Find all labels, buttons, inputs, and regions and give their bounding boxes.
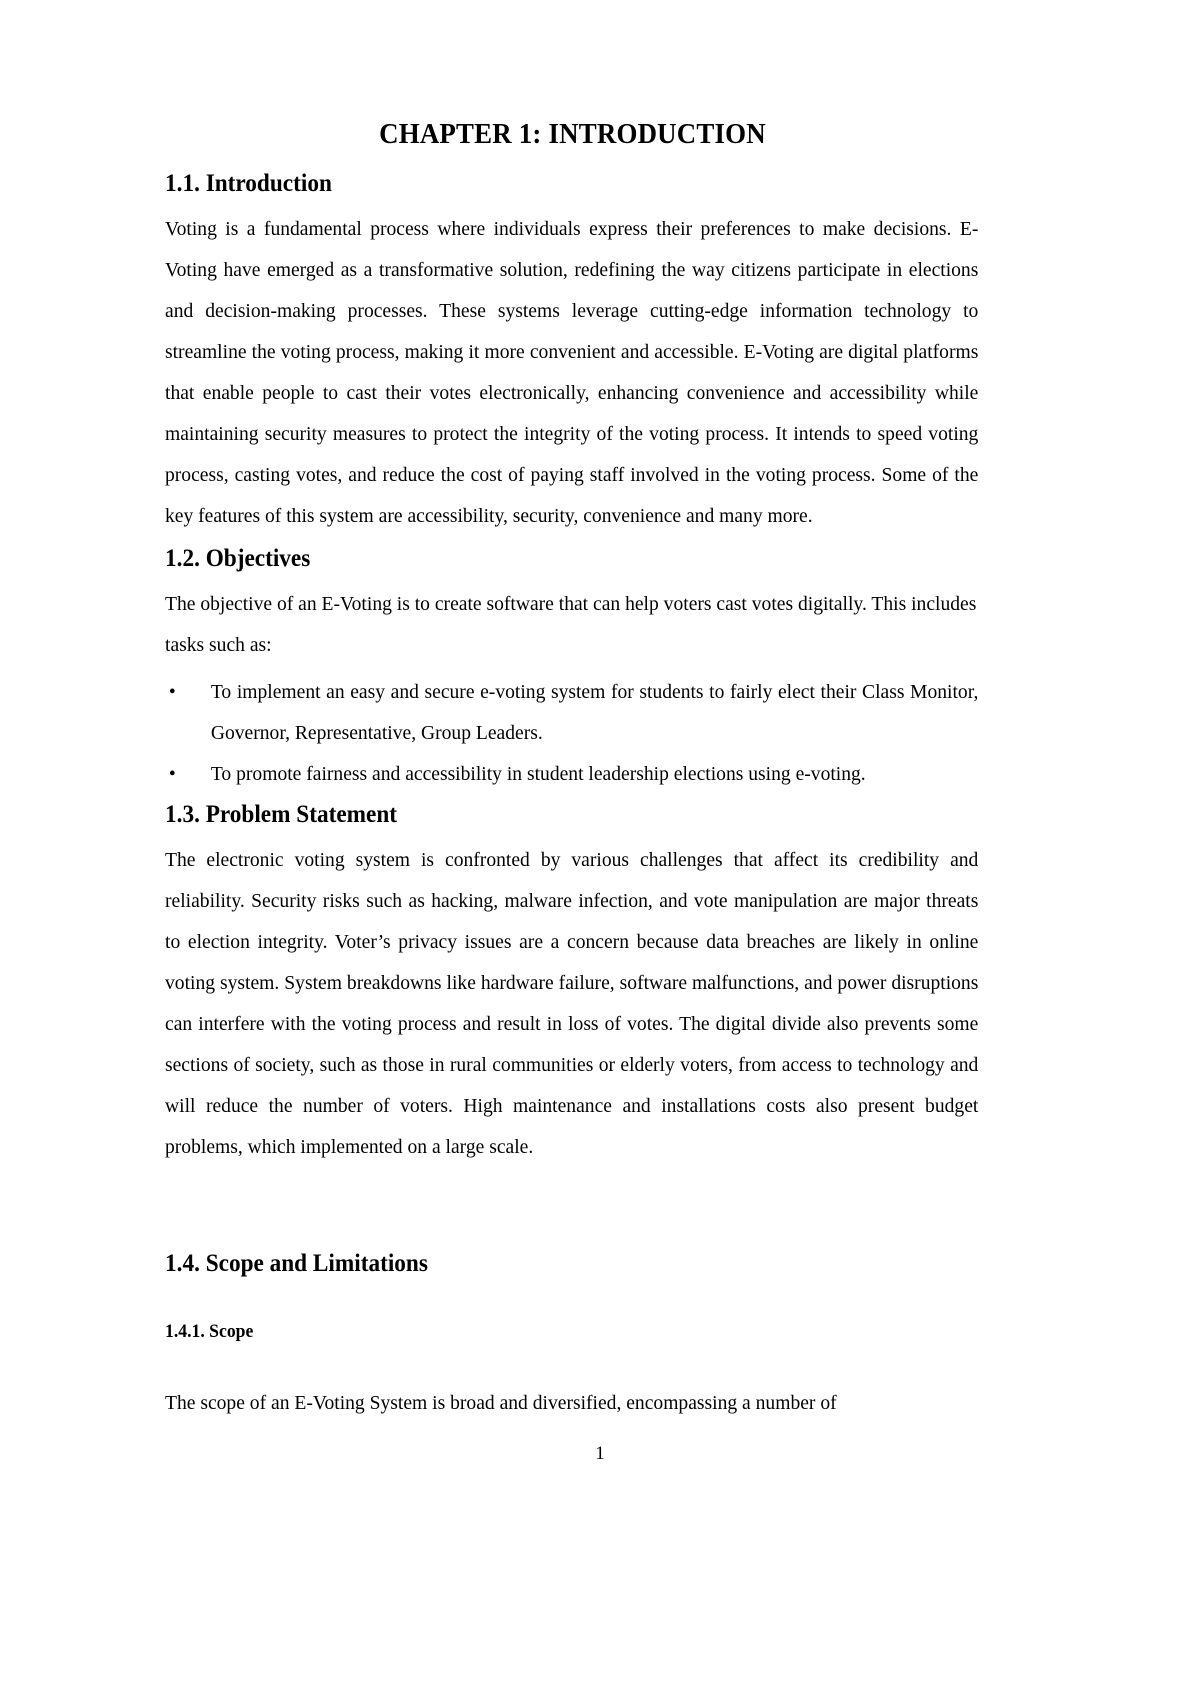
section-heading-problem-statement: 1.3. Problem Statement xyxy=(165,801,398,829)
list-item-label: To implement an easy and secure e-voting system for students to fairly elect their Class Monitor, Governor, Representative, Group Leaders. xyxy=(210,681,979,745)
subsection-spacer xyxy=(165,1290,980,1320)
list-item xyxy=(165,754,978,795)
section-spacer xyxy=(165,1174,980,1248)
paragraph-scope: The scope of an E-Voting System is broad and diversified, encompassing a number of xyxy=(165,1392,837,1415)
page-title: CHAPTER 1: INTRODUCTION xyxy=(379,119,766,150)
page-number: 1 xyxy=(595,1443,605,1464)
paragraph-problem-statement: The electronic voting system is confronted by various challenges that affect its credibility and reliability. Security risks such as hacking, malware infection, and vote manipulation are major threats to election integrity. Voter’s privacy issues are a concern because data breaches are likely in online voting system. System breakdowns like hardware failure, software malfunctions, and power disruptions can interfere with the voting process and result in loss of votes. The digital divide also prevents some sections of society, such as those in rural communities or elderly voters, from access to technology and will reduce the number of voters. High maintenance and installations costs also present budget problems, which implemented on a large scale. xyxy=(165,849,979,1159)
subsection-heading-scope: 1.4.1. Scope xyxy=(165,1320,254,1342)
section-heading-objectives: 1.2. Objectives xyxy=(165,544,311,572)
bullet-icon: • xyxy=(168,681,176,704)
list-item xyxy=(165,672,978,754)
section-heading-scope-and-limitations: 1.4. Scope and Limitations xyxy=(165,1250,428,1278)
page-content xyxy=(165,118,980,1424)
section-heading-introduction: 1.1. Introduction xyxy=(165,169,332,197)
list-item-label: To promote fairness and accessibility in student leadership elections using e-voting. xyxy=(210,763,866,786)
paragraph-introduction: Voting is a fundamental process where individuals express their preferences to make decisions. E-Voting have emerged as a transformative solution, redefining the way citizens participate in elections and decision-making processes. These systems leverage cutting-edge information technology to streamline the voting process, making it more convenient and accessible. E-Voting are digital platforms that enable people to cast their votes electronically, enhancing convenience and accessibility while maintaining security measures to protect the integrity of the voting process. It intends to speed voting process, casting votes, and reduce the cost of paying staff involved in the voting process. Some of the key features of this system are accessibility, security, convenience and many more. xyxy=(165,217,979,527)
objectives-bullet-list xyxy=(165,672,980,795)
bullet-icon: • xyxy=(168,763,176,786)
paragraph-objectives: The objective of an E-Voting is to create software that can help voters cast votes digitally. This includes tasks such as: xyxy=(165,593,977,657)
paragraph-spacer xyxy=(165,1353,980,1383)
